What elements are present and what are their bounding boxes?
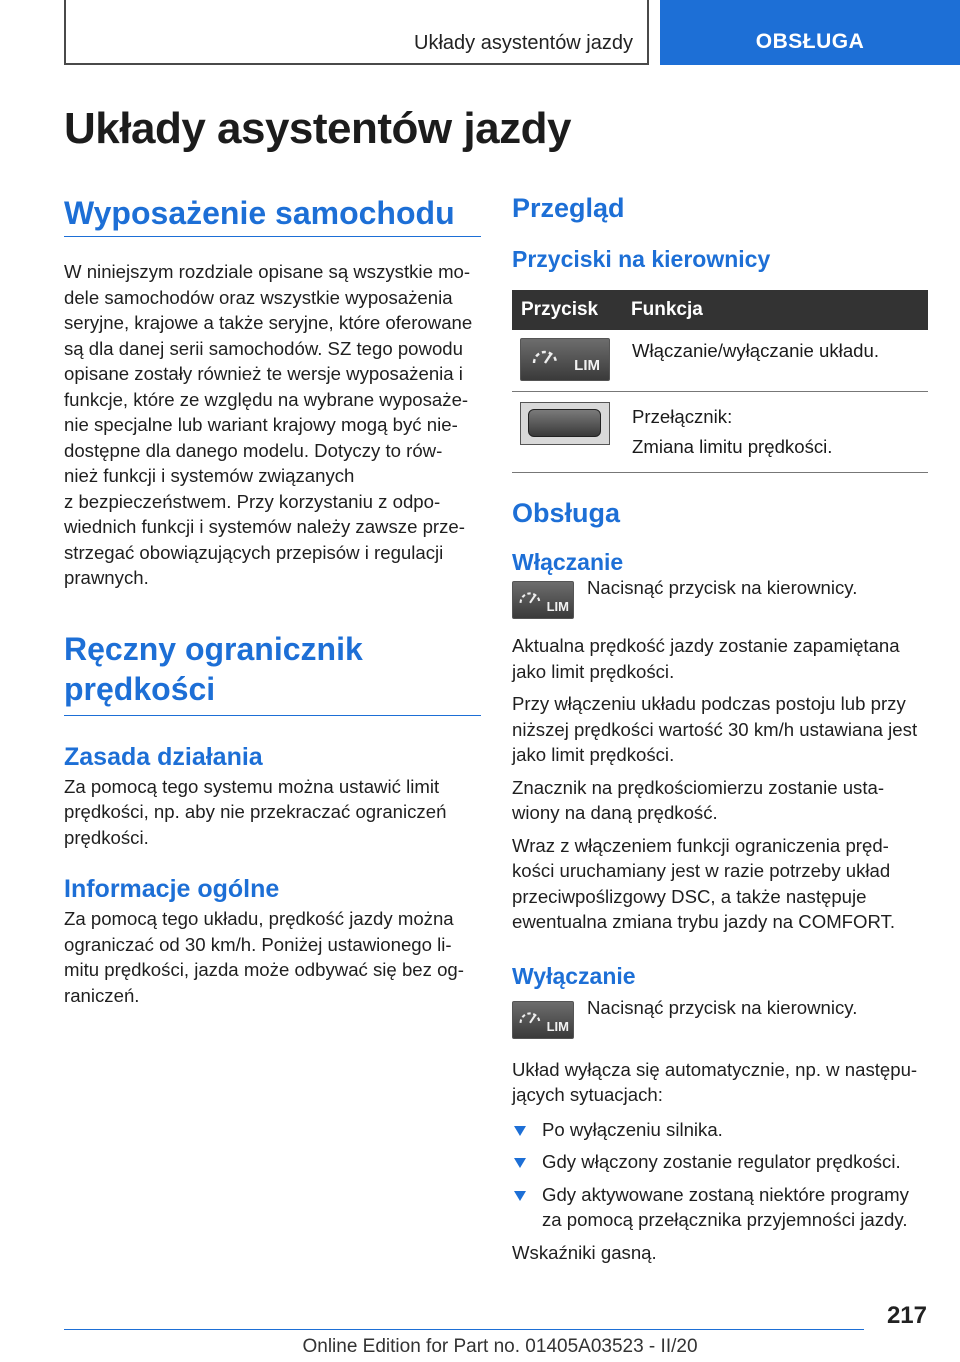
list-item: Gdy aktywowane zostaną niektóre programy za pomocą przełącznika przyjemności jazdy. <box>512 1182 928 1233</box>
right-column <box>512 190 928 1265</box>
heading-operation: Obsługa <box>512 498 621 528</box>
header-section-title: Układy asystentów jazdy <box>414 32 633 54</box>
heading-rule <box>64 715 481 716</box>
on-paragraph-4: Wraz z włączeniem funkcji ograniczenia pręd‐ kości uruchamiany jest w razie potrzeby układ przeciwpoślizgowy DSC, a także następuje ewentualna zmiana trybu jazdy na COMFORT. <box>512 834 896 932</box>
page-number: 217 <box>886 1302 927 1329</box>
chapter-tab-label: OBSŁUGA <box>755 30 865 53</box>
off-paragraph-1: Układ wyłącza się automatycznie, np. w następu‐ jących sytuacjach: <box>512 1058 918 1105</box>
heading-rule <box>64 236 481 237</box>
footer-edition-text: Online Edition for Part no. 01405A03523 - II/20 <box>302 1336 698 1357</box>
lim-button-icon: LIM <box>512 1001 574 1039</box>
on-paragraph-3: Znacznik na prędkościomierzu zostanie usta‐ wiony na daną prędkość. <box>512 776 885 823</box>
col-header-function: Funkcja <box>622 290 928 330</box>
lim-button-icon: LIM <box>520 338 610 381</box>
bullet-triangle-icon <box>514 1126 526 1136</box>
heading-general-info: Informacje ogólne <box>64 875 280 903</box>
page-title: Układy asystentów jazdy <box>64 104 571 153</box>
principle-paragraph: Za pomocą tego systemu można ustawić limit prędkości, np. aby nie przekraczać ograniczeń prędkości. <box>64 775 447 848</box>
on-paragraph-1: Aktualna prędkość jazdy zostanie zapamiętana jako limit prędkości. <box>512 635 900 682</box>
heading-wheel-buttons: Przyciski na kierownicy <box>512 246 771 272</box>
lim-button-icon: LIM <box>512 581 574 619</box>
heading-equipment: Wyposażenie samochodu <box>64 195 455 231</box>
general-paragraph: Za pomocą tego układu, prędkość jazdy można ograniczać od 30 km/h. Poniżej ustawionego li‐ mitu prędkości, jazda może odbywać się bez og‐ raniczeń. <box>64 908 464 1006</box>
heading-switch-off: Wyłączanie <box>512 962 636 989</box>
on-paragraph-2: Przy włączeniu układu podczas postoju lub przy niższej prędkości wartość 30 km/h ustawiana jest jako limit prędkości. <box>512 693 918 765</box>
col-header-button: Przycisk <box>512 290 622 330</box>
off-closing: Wskaźniki gasną. <box>512 1241 657 1263</box>
table-row <box>512 392 928 473</box>
press-instruction-off: LIM Nacisnąć przycisk na kierownicy. <box>512 999 928 1057</box>
buttons-table <box>512 290 928 473</box>
left-column <box>64 190 481 1008</box>
equipment-paragraph: W niniejszym rozdziale opisane są wszystkie mo‐ dele samochodów oraz wszystkie wyposażenia seryjne, krajowe a także seryjne, które oferowane są dla danej serii samochodów. SZ tego powodu opisane zostały również te wersje wyposażenia i funkcje, które ze względu na wybrane wyposaże‐ nie specjalne lub wariant krajowy mogą być nie‐ dostępne dla danego modelu. Dotyczy to rów‐ nież funkcji i systemów związanych z bezpieczeństwem. Przy korzystaniu z odpo‐ wiednich funkcji i systemów należy zawsze prze‐ strzegać obowiązujących przepisów i regulacji prawnych. <box>64 261 473 588</box>
rocker-switch-icon <box>520 402 610 445</box>
row1-function: Włączanie/wyłączanie układu. <box>622 330 928 392</box>
header-box <box>64 0 649 65</box>
list-item: Po wyłączeniu silnika. <box>512 1117 928 1143</box>
chapter-tab[interactable] <box>660 0 960 65</box>
bullet-triangle-icon <box>514 1158 526 1168</box>
footer-rule <box>64 1329 864 1330</box>
bullet-triangle-icon <box>514 1191 526 1201</box>
list-item: Gdy włączony zostanie regulator prędkości. <box>512 1149 928 1175</box>
table-row <box>512 330 928 392</box>
press-instruction-on: LIM Nacisnąć przycisk na kierownicy. <box>512 579 928 633</box>
row2-function: Przełącznik: Zmiana limitu prędkości. <box>622 392 928 473</box>
heading-switch-on: Włączanie <box>512 549 624 575</box>
heading-overview: Przegląd <box>512 193 625 223</box>
heading-speed-limiter: Ręczny ogranicznik prędkości <box>64 630 363 707</box>
heading-principle: Zasada działania <box>64 742 263 771</box>
